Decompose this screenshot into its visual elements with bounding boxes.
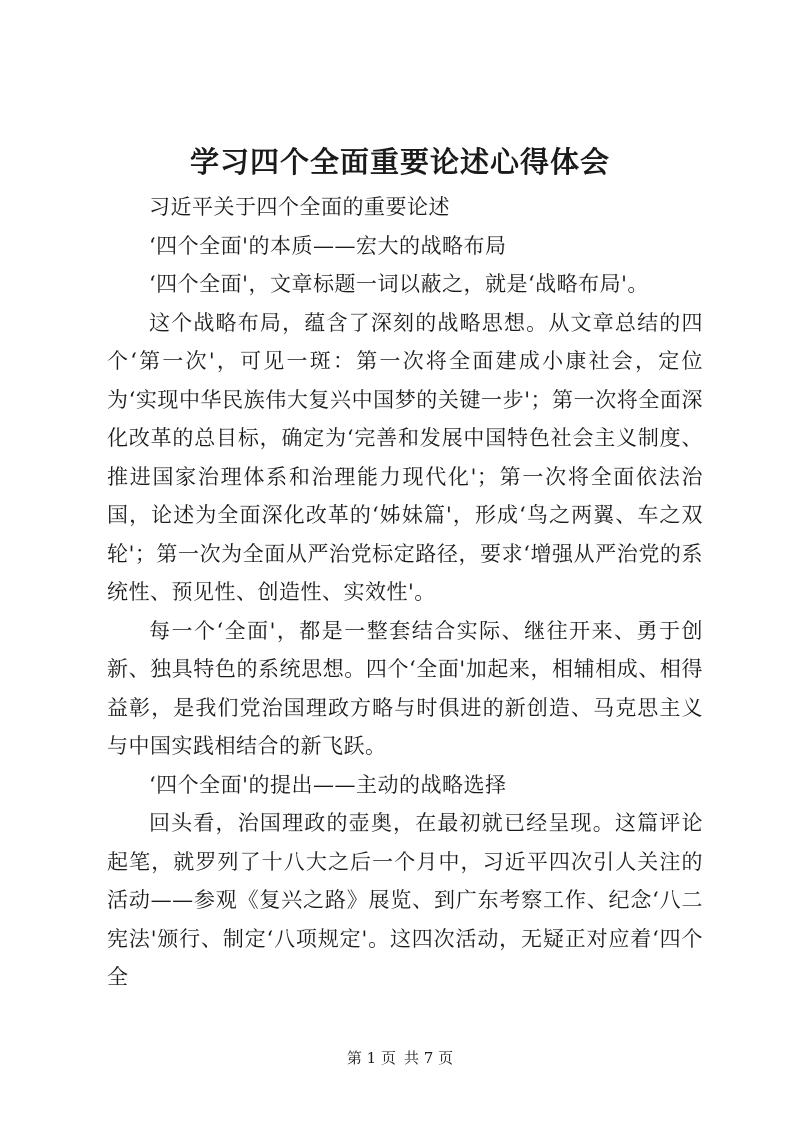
paragraph-section-heading-2: ‘四个全面'的提出——主动的战略选择 — [149, 772, 507, 797]
paragraph: 每一个‘全面'，都是一整套结合实际、继往开来、勇于创新、独具特色的系统思想。四个‘全面'加起来，相辅相成、相得益彰，是我们党治国理政方略与时俱进的新创造、马克思主义与中国实践相结合的新飞跃。 — [107, 618, 703, 758]
paragraph-subtitle: 习近平关于四个全面的重要论述 — [149, 195, 450, 219]
paragraph: 这个战略布局，蕴含了深刻的战略思想。从文章总结的四个‘第一次'，可见一斑：第一次将全面建成小康社会，定位为‘实现中华民族伟大复兴中国梦的关键一步'；第一次将全面深化改革的总目标，确定为‘完善和发展中国特色社会主义制度、推进国家治理体系和治理能力现代化'；第一次将全面依法治国，论述为全面深化改革的‘姊妹篇'，形成‘鸟之两翼、车之双轮'；第一次为全面从严治党标定路径，要求‘增强从严治党的系统性、预见性、创造性、实效性'。 — [107, 310, 703, 604]
page-number: 第 1 页 — [346, 1049, 396, 1067]
page-total: 共 7 页 — [404, 1049, 454, 1067]
paragraph: 回头看，治国理政的壶奥，在最初就已经呈现。这篇评论起笔，就罗列了十八大之后一个月中，习近平四次引人关注的活动——参观《复兴之路》展览、到广东考察工作、纪念‘八二宪法'颁行、制定‘八项规定'。这四次活动，无疑正对应着‘四个全 — [107, 811, 703, 989]
paragraph-section-heading-1: ‘四个全面'的本质——宏大的战略布局 — [149, 233, 507, 258]
document-title: 学习四个全面重要论述心得体会 — [189, 145, 610, 179]
paragraph: ‘四个全面'，文章标题一词以蔽之，就是‘战略布局'。 — [149, 272, 649, 296]
document-body — [107, 188, 703, 997]
page-footer — [0, 1047, 800, 1068]
